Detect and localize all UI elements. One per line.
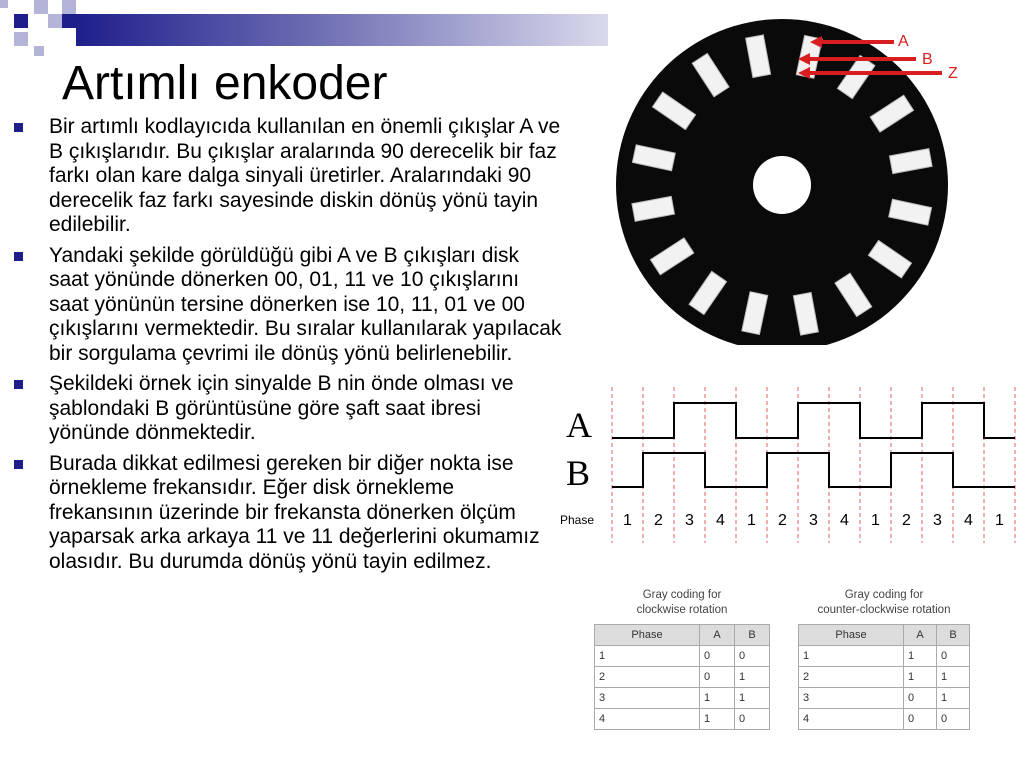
label-z: Z xyxy=(948,65,958,82)
waveform-label-b: B xyxy=(566,453,591,493)
cell-phase: 2 xyxy=(799,667,904,688)
header-a: A xyxy=(700,625,735,646)
bullet-item xyxy=(14,115,562,238)
label-b: B xyxy=(922,51,933,68)
table-row xyxy=(595,646,770,667)
phase-number: 3 xyxy=(685,512,694,529)
table-cw-title-line1: Gray coding for xyxy=(642,589,722,601)
cell-a: 0 xyxy=(700,646,735,667)
cell-a: 1 xyxy=(700,709,735,730)
bullet-item xyxy=(14,244,562,367)
cell-b: 0 xyxy=(735,709,770,730)
bullet-list xyxy=(14,115,562,580)
cell-phase: 1 xyxy=(799,646,904,667)
phase-number: 2 xyxy=(654,512,663,529)
phase-number: 3 xyxy=(809,512,818,529)
table-row xyxy=(799,688,970,709)
label-a: A xyxy=(898,33,909,50)
cell-b: 1 xyxy=(937,667,970,688)
header-decoration xyxy=(0,0,620,60)
table-cw-title-line2: clockwise rotation xyxy=(636,604,728,616)
cell-phase: 3 xyxy=(595,688,700,709)
cell-phase: 4 xyxy=(595,709,700,730)
cell-phase: 2 xyxy=(595,667,700,688)
bullet-text: Yandaki şekilde görüldüğü gibi A ve B çıkışları disk saat yönünde dönerken 00, 01, 11 ve 10 çıkışlarını saat yönünün tersine dönerken ise 10, 11, 01 ve 00 çıkışlarını vermektedir. Bu sıralar kullanılarak yapılacak bir sorgulama çevrimi ile dönüş yönü belirlenebilir. xyxy=(49,243,562,365)
table-row xyxy=(595,667,770,688)
header-phase: Phase xyxy=(595,625,700,646)
cell-a: 1 xyxy=(700,688,735,709)
phase-number: 2 xyxy=(778,512,787,529)
cell-b: 0 xyxy=(735,646,770,667)
bullet-square-icon xyxy=(14,252,23,261)
table-ccw-title xyxy=(798,588,970,618)
bullet-square-icon xyxy=(14,460,23,469)
cell-phase: 4 xyxy=(799,709,904,730)
table-row xyxy=(595,709,770,730)
phase-number: 4 xyxy=(840,512,849,529)
gray-table-counterclockwise xyxy=(798,624,970,730)
bullet-text: Bir artımlı kodlayıcıda kullanılan en önemli çıkışlar A ve B çıkışlarıdır. Bu çıkışlar aralarında 90 derecelik bir faz farkı olan kare dalga sinyali üretirler. Aralarındaki 90 derecelik faz farkı sayesinde diskin dönüş yönü tayin edilebilir. xyxy=(49,115,561,236)
table-header-row xyxy=(595,625,770,646)
header-b: B xyxy=(735,625,770,646)
cell-a: 0 xyxy=(904,688,937,709)
cell-a: 0 xyxy=(904,709,937,730)
cell-b: 1 xyxy=(937,688,970,709)
gray-table-clockwise xyxy=(594,624,770,730)
quadrature-waveform xyxy=(560,385,1022,545)
table-cw-title xyxy=(598,588,766,618)
bullet-text: Burada dikkat edilmesi gereken bir diğer nokta ise örnekleme frekansıdır. Eğer disk örnekleme frekansının üzerinde bir frekansta dönerken ölçüm yaparsak arka arkaya 11 ve 11 değerlerini okumamız olasıdır. Bu durumda dönüş yönü tayin edilmez. xyxy=(49,451,540,573)
table-row xyxy=(595,688,770,709)
cell-b: 1 xyxy=(735,667,770,688)
bullet-text: Şekildeki örnek için sinyalde B nin önde olması ve şablondaki B görüntüsüne göre şaft saat ibresi yönünde dönmektedir. xyxy=(49,372,514,444)
header-phase: Phase xyxy=(799,625,904,646)
header-a: A xyxy=(904,625,937,646)
bullet-square-icon xyxy=(14,380,23,389)
encoder-disk-figure xyxy=(600,15,1000,345)
phase-number: 1 xyxy=(747,512,756,529)
bullet-item xyxy=(14,452,562,575)
cell-a: 0 xyxy=(700,667,735,688)
table-ccw-title-line2: counter-clockwise rotation xyxy=(817,604,951,616)
table-header-row xyxy=(799,625,970,646)
phase-number: 1 xyxy=(871,512,880,529)
header-b: B xyxy=(937,625,970,646)
table-row xyxy=(799,646,970,667)
phase-number: 4 xyxy=(716,512,725,529)
signal-a-trace xyxy=(612,403,1015,438)
phase-number: 4 xyxy=(964,512,973,529)
phase-number: 1 xyxy=(623,512,632,529)
phase-number: 2 xyxy=(902,512,911,529)
cell-b: 1 xyxy=(735,688,770,709)
bullet-square-icon xyxy=(14,123,23,132)
phase-row-label: Phase xyxy=(560,513,595,527)
cell-b: 0 xyxy=(937,646,970,667)
disk-hub xyxy=(753,156,811,214)
sensor-arrows xyxy=(798,33,958,82)
cell-phase: 3 xyxy=(799,688,904,709)
signal-b-trace xyxy=(612,453,1015,487)
slide-title: Artımlı enkoder xyxy=(62,57,388,110)
bullet-item xyxy=(14,372,562,446)
phase-number: 3 xyxy=(933,512,942,529)
cell-phase: 1 xyxy=(595,646,700,667)
table-row xyxy=(799,709,970,730)
waveform-label-a: A xyxy=(566,405,592,445)
phase-number: 1 xyxy=(995,512,1004,529)
cell-a: 1 xyxy=(904,646,937,667)
table-row xyxy=(799,667,970,688)
cell-a: 1 xyxy=(904,667,937,688)
table-ccw-title-line1: Gray coding for xyxy=(844,589,924,601)
cell-b: 0 xyxy=(937,709,970,730)
